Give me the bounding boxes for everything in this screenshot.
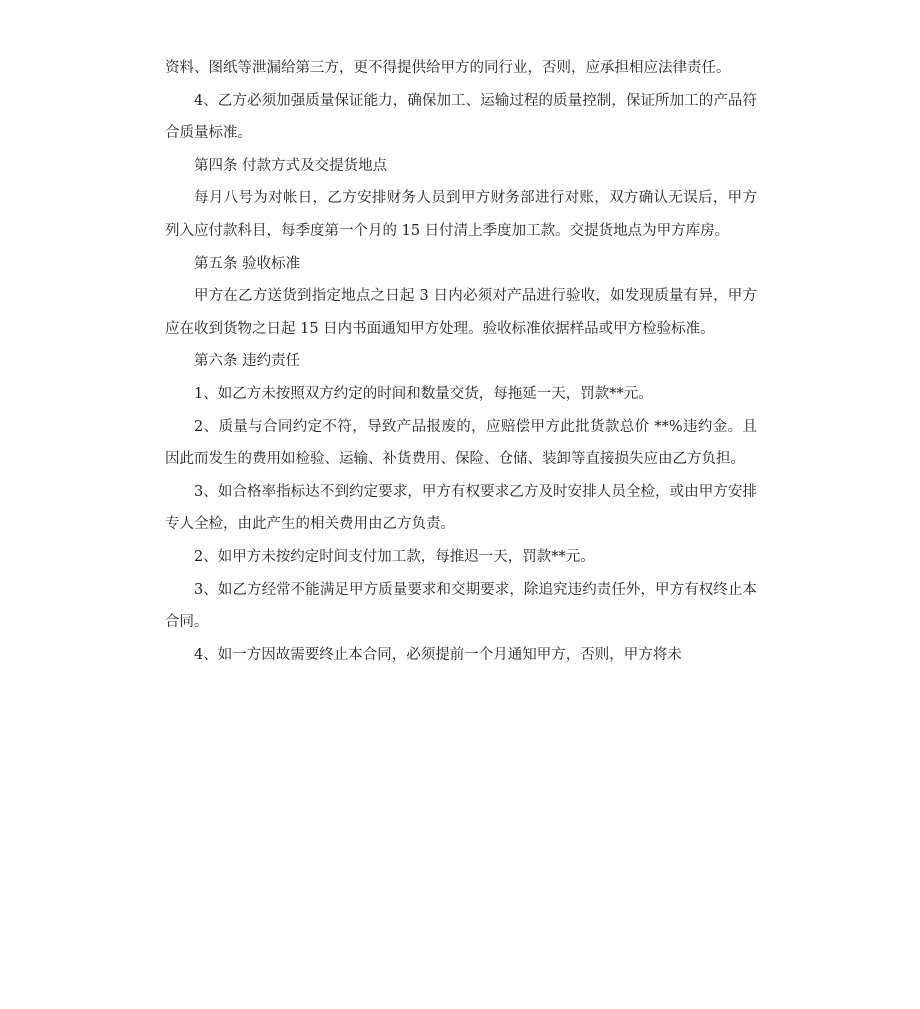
article-4-heading: 第四条 付款方式及交提货地点: [194, 157, 388, 174]
paragraph-quality-assurance: 4、乙方必须加强质量保证能力，确保加工、运输过程的质量控制，保证所加工的产品符合质量标准。: [165, 92, 757, 142]
document-page: [165, 52, 757, 671]
paragraph-inspection-clause: 3、如合格率指标达不到约定要求，甲方有权要求乙方及时安排人员全检，或由甲方安排专人全检，由此产生的相关费用由乙方负责。: [165, 483, 757, 533]
paragraph-late-delivery-penalty: 1、如乙方未按照双方约定的时间和数量交货，每拖延一天，罚款**元。: [194, 385, 653, 402]
article-5-heading: 第五条 验收标准: [194, 255, 301, 272]
paragraph-early-termination: 4、如一方因故需要终止本合同，必须提前一个月通知甲方，否则，甲方将未: [194, 646, 682, 663]
paragraph-quality-penalty: 2、质量与合同约定不符，导致产品报废的，应赔偿甲方此批货款总价 **%违约金。且因此而发生的费用如检验、运输、补货费用、保险、仓储、装卸等直接损失应由乙方负担。: [165, 418, 757, 468]
paragraph-acceptance-standard: 甲方在乙方送货到指定地点之日起 3 日内必须对产品进行验收，如发现质量有异，甲方应在收到货物之日起 15 日内书面通知甲方处理。验收标准依据样品或甲方检验标准。: [165, 288, 757, 337]
paragraph-termination-right: 3、如乙方经常不能满足甲方质量要求和交期要求，除追究违约责任外，甲方有权终止本合同。: [165, 581, 757, 631]
paragraph-late-payment-penalty: 2、如甲方未按约定时间支付加工款，每推迟一天，罚款**元。: [194, 548, 595, 565]
paragraph-payment-terms: 每月八号为对帐日，乙方安排财务人员到甲方财务部进行对账，双方确认无误后，甲方列入应付款科目，每季度第一个月的 15 日付清上季度加工款。交提货地点为甲方库房。: [165, 190, 757, 239]
paragraph-confidentiality-continued: 资料、图纸等泄漏给第三方，更不得提供给甲方的同行业，否则，应承担相应法律责任。: [165, 60, 731, 76]
article-6-heading: 第六条 违约责任: [194, 353, 301, 370]
